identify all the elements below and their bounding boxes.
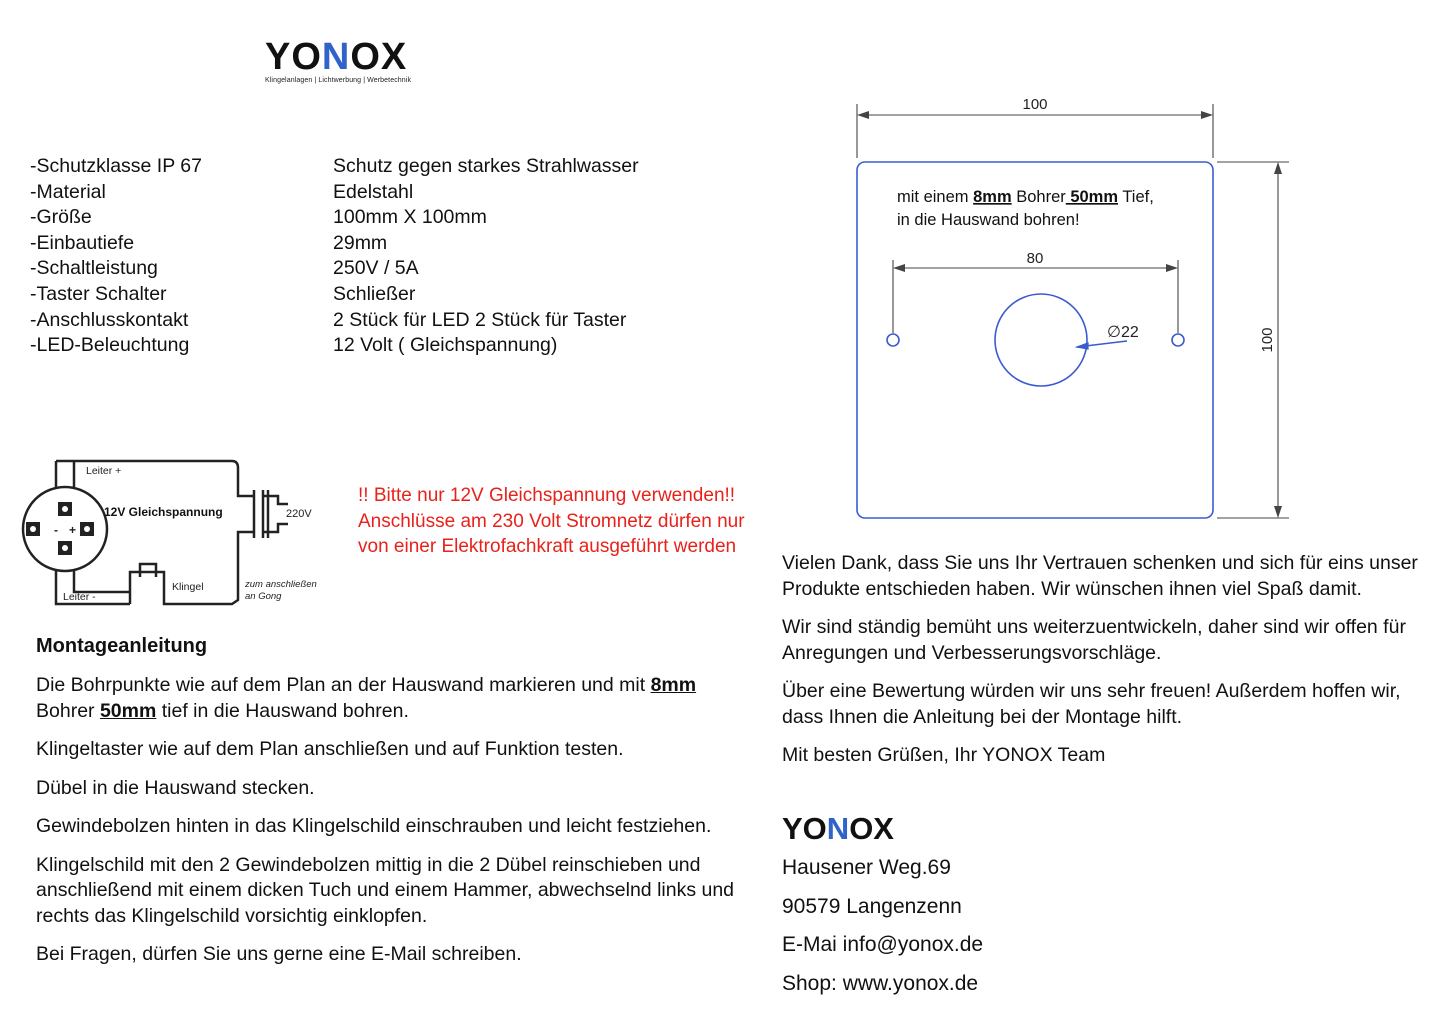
drill-plan-drawing [845,90,1295,530]
warning-text: !! Bitte nur 12V Gleichspannung verwenden!! Anschlüsse am 230 Volt Stromnetz dürfen nur von einer Elektrofachkraft ausgeführt werden [358,485,745,557]
label-gong-1: zum anschließen [245,579,317,590]
montage-title: Montageanleitung [36,635,208,657]
spec-key: -Anschlusskontakt [30,308,189,331]
thanks-paragraph-3: Über eine Bewertung würden wir uns sehr freuen! Außerdem hoffen wir, dass Ihnen die Anleitung bei der Montage hilft. [782,680,1401,728]
montage-step-2: Klingeltaster wie auf dem Plan anschließen und auf Funktion testen. [36,738,624,760]
mounting-hole-right [1172,334,1184,346]
spec-key: -Material [30,180,106,203]
emphasis: 50mm [99,699,157,722]
spec-value: 100mm X 100mm [333,206,487,229]
label-supply: 12V Gleichspannung [104,505,223,519]
spec-key: -Taster Schalter [30,282,167,305]
spec-list [30,154,639,359]
spec-row [30,180,639,206]
text-run: Die Bohrpunkte wie auf dem Plan an der Hauswand markieren und mit [36,674,651,696]
wiring-diagram [18,452,348,614]
emphasis: 50mm [1065,188,1119,206]
text-run: Tief, [1118,188,1154,206]
text-run: Bohrer [1011,188,1066,206]
company-logo [265,38,411,84]
montage-step-3: Dübel in die Hauswand stecken. [36,776,315,799]
dim-height-label: 100 [1259,327,1276,353]
emphasis: 8mm [973,188,1012,206]
spec-row [30,308,639,334]
brand-part-1: YO [782,811,827,846]
svg-text:-: - [54,523,58,537]
montage-section [36,633,748,981]
spec-row [30,154,639,180]
spec-key: -Größe [30,206,92,229]
dim-spacing-label: 80 [1026,250,1044,267]
contact-city: 90579 Langenzenn [782,894,962,918]
logo-tagline: Klingelanlagen | Lichtwerbung | Werbetechnik [265,77,412,84]
spec-value: Schutz gegen starkes Strahlwasser [333,155,639,177]
logo-wordmark [265,38,411,76]
text-run: Bohrer [36,699,100,722]
spec-row [30,256,639,282]
contact-shop: Shop: www.yonox.de [782,971,979,995]
spec-key: -LED-Beleuchtung [30,334,190,357]
spec-value: 2 Stück für LED 2 Stück für Taster [333,308,627,331]
spec-row [30,231,639,257]
spec-row [30,282,639,308]
contact-email: E-Mai info@yonox.de [782,933,984,956]
logo-part-3: OX [350,36,408,78]
logo-part-2: N [321,36,351,78]
label-gong-2: an Gong [245,591,282,602]
text-run: tief in die Hauswand bohren. [156,699,409,722]
spec-key: -Schaltleistung [30,257,158,280]
brand-part-2: N [826,811,850,846]
logo-part-1: YO [265,36,322,78]
mounting-hole-left [887,334,899,346]
spec-value: Schließer [333,282,416,305]
drill-note-line-2: in die Hauswand bohren! [897,211,1080,229]
svg-text:+: + [69,523,77,537]
spec-value: 250V / 5A [333,257,419,280]
montage-step-4: Gewindebolzen hinten in das Klingelschild einschrauben und leicht festziehen. [36,815,712,837]
spec-row [30,205,639,231]
contact-street: Hausener Weg.69 [782,856,951,879]
spec-value: Edelstahl [333,180,414,203]
dim-width-label: 100 [1022,96,1048,113]
label-leiter-minus: Leiter - [63,591,96,603]
montage-step-6: Bei Fragen, dürfen Sie uns gerne eine E-Mail schreiben. [36,943,522,965]
thanks-paragraph-4: Mit besten Grüßen, Ihr YONOX Team [782,744,1106,766]
thanks-paragraph-1: Vielen Dank, dass Sie uns Ihr Vertrauen schenken und sich für eins unser Produkte entschieden haben. Wir wünschen ihnen viel Spaß damit. [782,552,1418,600]
spec-value: 29mm [333,231,388,254]
montage-step-1 [36,673,748,724]
emphasis: 8mm [650,674,697,696]
thanks-section [782,551,1422,782]
montage-step-5: Klingelschild mit den 2 Gewindebolzen mittig in die 2 Dübel reinschieben und anschließend mit einem dicken Tuch und einem Hammer, abwechselnd links und rechts das Klingelschild vorsichtig einklopfen. [36,853,735,927]
label-leiter-plus: Leiter + [86,465,122,477]
drill-note-line-1 [897,188,1154,206]
label-bell: Klingel [172,581,204,593]
spec-key: -Schutzklasse IP 67 [30,155,202,177]
text-run: mit einem [897,188,974,206]
spec-key: -Einbautiefe [30,231,135,254]
brand-part-3: OX [849,811,894,846]
spec-row [30,333,639,359]
spec-value: 12 Volt ( Gleichspannung) [333,334,558,357]
contact-brand [782,811,983,847]
thanks-paragraph-2: Wir sind ständig bemüht uns weiterzuentwickeln, daher sind wir offen für Anregungen und Verbesserungsvorschläge. [782,616,1406,664]
contact-block [782,811,983,1003]
diameter-label: ∅22 [1107,324,1139,341]
label-voltage: 220V [286,508,312,520]
center-hole [995,294,1087,386]
